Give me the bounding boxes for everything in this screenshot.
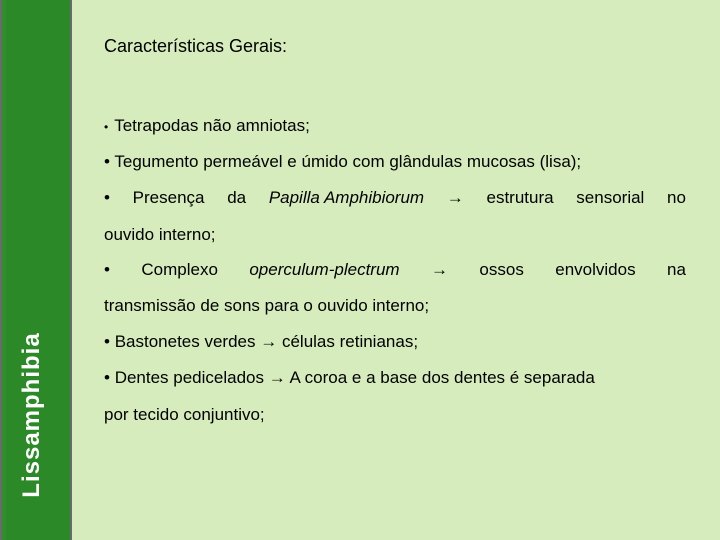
- word: na: [667, 260, 686, 279]
- word: Presença: [132, 188, 205, 207]
- bullet-mark: •: [104, 332, 110, 351]
- word: envolvidos: [555, 260, 636, 279]
- bullet-mark: •: [104, 260, 110, 279]
- word: no: [667, 188, 686, 207]
- arrow-right-icon: →: [446, 188, 464, 207]
- bullet-bastonetes: [104, 332, 418, 352]
- arrow-right-icon: →: [260, 332, 278, 351]
- word: sensorial: [576, 188, 645, 207]
- word: estrutura: [486, 188, 554, 207]
- italic-term: operculum-plectrum: [249, 260, 400, 279]
- bullet-mark: •: [104, 368, 110, 387]
- bullet-tegumento: [104, 152, 581, 172]
- arrow-right-icon: →: [268, 368, 286, 387]
- slide-title: Características Gerais:: [104, 36, 288, 56]
- sidebar-label: Lissamphibia: [18, 332, 45, 498]
- word: ossos: [479, 260, 524, 279]
- word: da: [227, 188, 247, 207]
- word: Complexo: [141, 260, 218, 279]
- italic-term: Papilla Amphibiorum: [268, 188, 425, 207]
- bullet-tetrapodas: [104, 116, 310, 136]
- bullet-text: Bastonetes verdes: [114, 332, 256, 351]
- bullet-papilla-cont: ouvido interno;: [104, 225, 216, 244]
- bullet-complexo: [104, 260, 686, 280]
- bullet-mark: •: [104, 120, 109, 134]
- bullet-dentes: [104, 368, 595, 388]
- bullet-text: células retinianas;: [281, 332, 419, 351]
- bullet-mark: •: [104, 152, 110, 171]
- bullet-papilla: [104, 188, 686, 208]
- bullet-mark: •: [104, 188, 110, 207]
- bullet-text: A coroa e a base dos dentes é separada: [289, 368, 595, 387]
- bullet-dentes-cont: por tecido conjuntivo;: [104, 405, 265, 424]
- bullet-text: Dentes pedicelados: [114, 368, 265, 387]
- arrow-right-icon: →: [431, 260, 448, 279]
- bullet-text: Tetrapodas não amniotas;: [114, 116, 310, 135]
- bullet-complexo-cont: transmissão de sons para o ouvido interno;: [104, 296, 430, 315]
- bullet-text: Tegumento permeável e úmido com glândulas mucosas (lisa);: [114, 152, 582, 171]
